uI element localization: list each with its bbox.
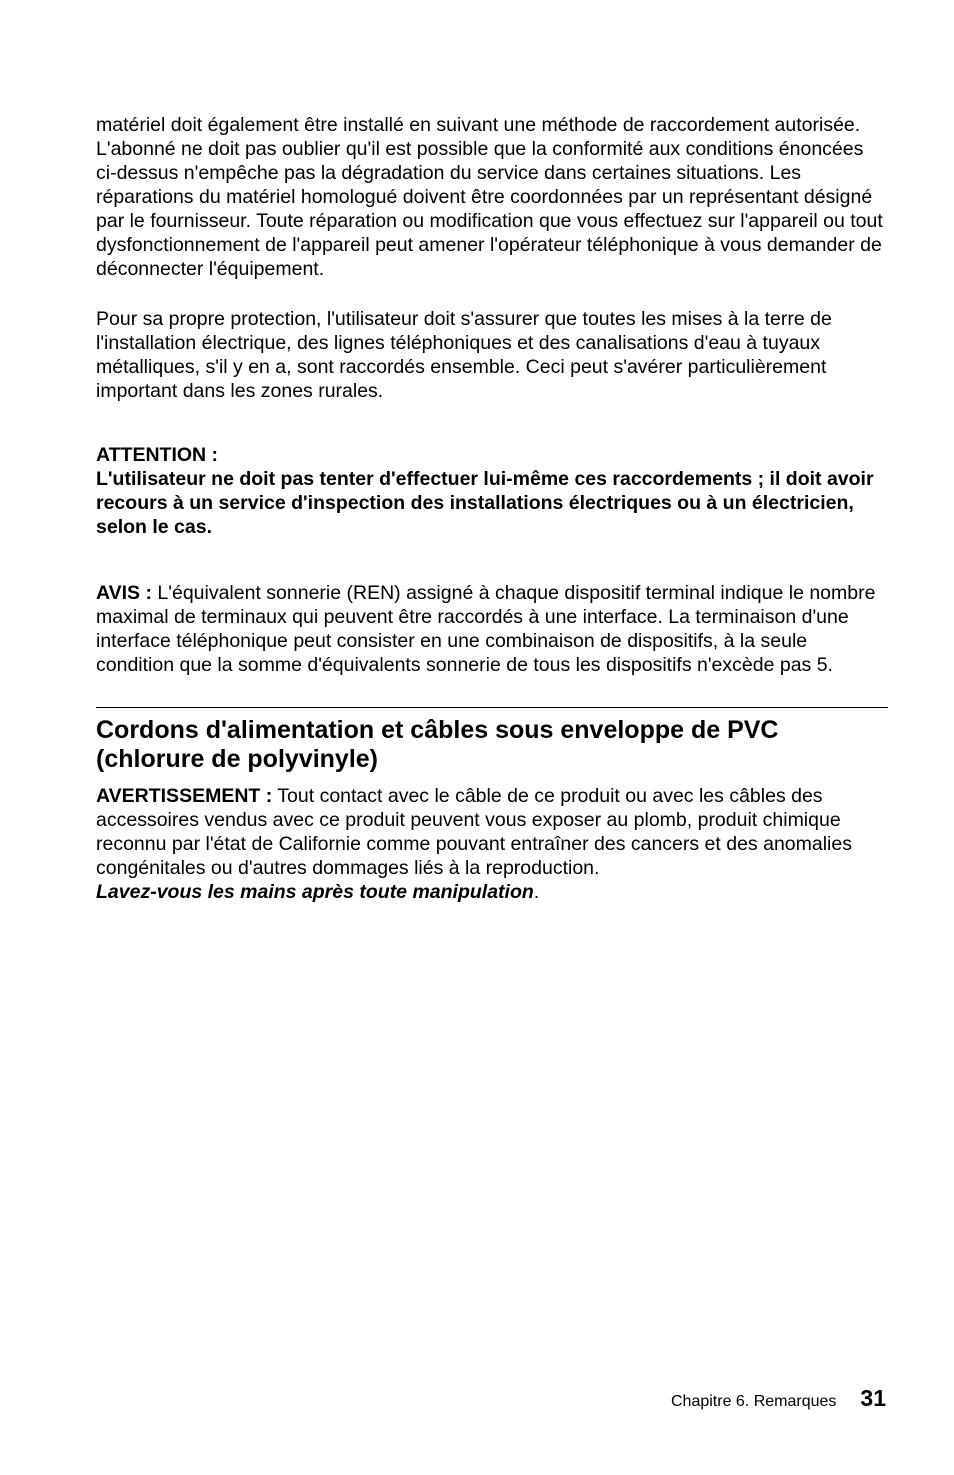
page-number: 31 [860, 1385, 886, 1411]
wash-hands-period: . [533, 881, 540, 903]
section-divider [96, 707, 888, 708]
attention-text: L'utilisateur ne doit pas tenter d'effectuer lui-même ces raccordements ; il doit avoir recours à un service d'inspection des installations électriques ou à un électricien, selon le cas. [96, 468, 874, 538]
wash-hands-text: Lavez-vous les mains après toute manipulation [96, 881, 534, 903]
chapter-label: Chapitre 6. Remarques [670, 1393, 837, 1410]
paragraph-warning [96, 784, 888, 904]
attention-label: ATTENTION : [96, 444, 219, 466]
warning-text: Tout contact avec le câble de ce produit ou avec les câbles des accessoires vendus avec ce produit peuvent vous exposer au plomb, produit chimique reconnu par l'état de Californie comme pouvant entraîner des cancers et des anomalies congénitales ou d'autres dommages liés à la reproduction. [96, 785, 852, 879]
paragraph-installation: matériel doit également être installé en suivant une méthode de raccordement autorisée. L'abonné ne doit pas oublier qu'il est possible que la conformité aux conditions énoncées ci-dessus n'empêche pas la dégradation du service dans certaines situations. Les réparations du matériel homologué doivent être coordonnées par un représentant désigné par le fournisseur. Toute réparation ou modification que vous effectuez sur l'appareil ou tout dysfonctionnement de l'appareil peut amener l'opérateur téléphonique à vous demander de déconnecter l'équipement. [96, 114, 883, 280]
avis-text: L'équivalent sonnerie (REN) assigné à chaque dispositif terminal indique le nombre maximal de terminaux qui peuvent être raccordés à une interface. La terminaison d'une interface téléphonique peut consister en une combinaison de dispositifs, à la seule condition que la somme d'équivalents sonnerie de tous les dispositifs n'excède pas 5. [96, 582, 876, 676]
warning-label: AVERTISSEMENT : [96, 785, 273, 807]
paragraph-avis [96, 581, 888, 677]
avis-label: AVIS : [96, 582, 152, 604]
section-heading: Cordons d'alimentation et câbles sous enveloppe de PVC (chlorure de polyvinyle) [96, 716, 779, 773]
page-footer [671, 1384, 886, 1416]
document-page [96, 113, 888, 904]
paragraph-protection: Pour sa propre protection, l'utilisateur doit s'assurer que toutes les mises à la terre de l'installation électrique, des lignes téléphoniques et des canalisations d'eau à tuyaux métalliques, s'il y en a, sont raccordés ensemble. Ceci peut s'avérer particulièrement important dans les zones rurales. [96, 308, 832, 402]
